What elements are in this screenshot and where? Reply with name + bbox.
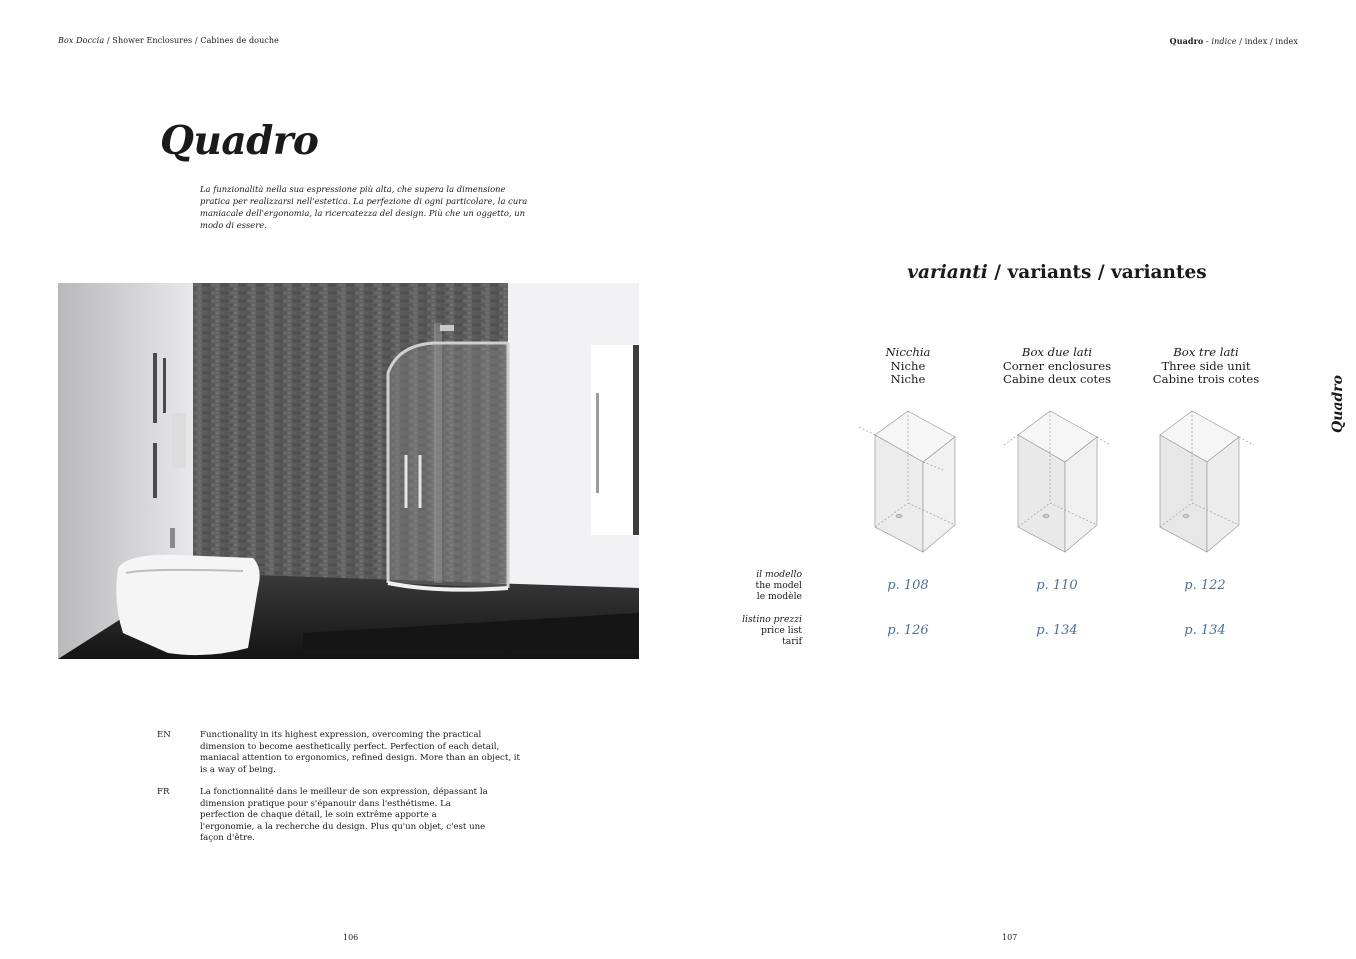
breadcrumb-part: Shower Enclosures: [112, 36, 193, 45]
variant-name-english: Niche: [890, 358, 926, 373]
variant-three-side-label: [1126, 346, 1286, 387]
side-section-tab[interactable]: [1317, 375, 1356, 433]
three-side-price-page-link[interactable]: p. 134: [1184, 623, 1226, 638]
description-english: Functionality in its highest expression, overcoming the practical dimension to become aesthetically perfect. Perfection of each detail, maniacal attention to ergonomics, refined design. More than an object, it is a way of being.: [200, 730, 520, 775]
page-number-right: 107: [1002, 933, 1018, 942]
section-breadcrumb: [58, 36, 279, 45]
three-side-enclosure-diagram-icon: [1150, 405, 1260, 555]
variant-name-french: Cabine trois cotes: [1152, 372, 1260, 386]
variants-heading-french: variantes: [1111, 262, 1207, 283]
variant-name-french: Cabine deux cotes: [1003, 372, 1111, 386]
page-number-left: 106: [343, 933, 359, 942]
breadcrumb-separator: -: [1203, 37, 1212, 46]
variants-heading: [855, 262, 1259, 283]
description-french: La fonctionnalité dans le meilleur de son expression, dépassant la dimension pratique pour s'épanouir dans l'esthétisme. La perfection de chaque détail, le soin extrême apporte a l'ergonomie, a la recherche du design. Plus qu'un objet, c'est une façon d'être.: [200, 787, 488, 843]
three-side-model-page-link[interactable]: p. 122: [1184, 578, 1226, 593]
variant-name-italian: Nicchia: [885, 345, 931, 359]
variant-corner-label: [977, 346, 1137, 387]
niche-model-page-link[interactable]: p. 108: [887, 578, 929, 593]
breadcrumb-part: Box Doccia: [58, 36, 105, 45]
variant-name-italian: Box tre lati: [1173, 345, 1239, 359]
row-label-french: tarif: [782, 635, 802, 647]
breadcrumb-part: index: [1244, 37, 1268, 46]
row-label-english: the model: [755, 579, 802, 591]
language-code-fr: FR: [157, 787, 170, 797]
row-label-english: price list: [761, 624, 802, 636]
variants-heading-english: variants: [1007, 262, 1092, 283]
breadcrumb-part: Cabines de douche: [200, 36, 280, 45]
breadcrumb-separator: /: [104, 36, 113, 45]
variant-name-english: Corner enclosures: [1002, 358, 1112, 373]
side-tab-label: Quadro: [1329, 375, 1346, 433]
language-code-en: EN: [157, 730, 171, 740]
row-label-italian: listino prezzi: [742, 614, 802, 625]
heading-separator: /: [987, 262, 1008, 283]
row-label-price-list: [692, 615, 802, 647]
breadcrumb-part: index: [1275, 37, 1298, 46]
bathroom-photo: [58, 283, 639, 659]
variant-name-italian: Box due lati: [1021, 345, 1093, 359]
product-title: Quadro: [160, 118, 319, 164]
index-breadcrumb: [1170, 36, 1298, 46]
breadcrumb-separator: /: [1236, 37, 1245, 46]
variant-name-french: Niche: [890, 372, 926, 386]
variant-name-english: Three side unit: [1161, 358, 1251, 373]
row-label-french: le modèle: [756, 590, 802, 602]
breadcrumb-part: Quadro: [1169, 36, 1204, 46]
row-label-model: [692, 570, 802, 602]
corner-model-page-link[interactable]: p. 110: [1036, 578, 1078, 593]
breadcrumb-separator: /: [192, 36, 201, 45]
variants-heading-italian: varianti: [907, 262, 988, 283]
corner-enclosure-diagram-icon: [1002, 405, 1112, 555]
heading-separator: /: [1091, 262, 1112, 283]
intro-text-italian: La funzionalità nella sua espressione più alta, che supera la dimensione pratica per realizzarsi nell'estetica. La perfezione di ogni particolare, la cura maniacale dell'ergonomia, la ricercatezza del design. Più che un oggetto, un modo di essere.: [200, 184, 528, 230]
niche-enclosure-diagram-icon: [853, 405, 963, 555]
row-label-italian: il modello: [756, 569, 802, 580]
niche-price-page-link[interactable]: p. 126: [887, 623, 929, 638]
breadcrumb-separator: /: [1267, 37, 1276, 46]
breadcrumb-part: indice: [1211, 37, 1237, 46]
variant-niche-label: [828, 346, 988, 387]
corner-price-page-link[interactable]: p. 134: [1036, 623, 1078, 638]
